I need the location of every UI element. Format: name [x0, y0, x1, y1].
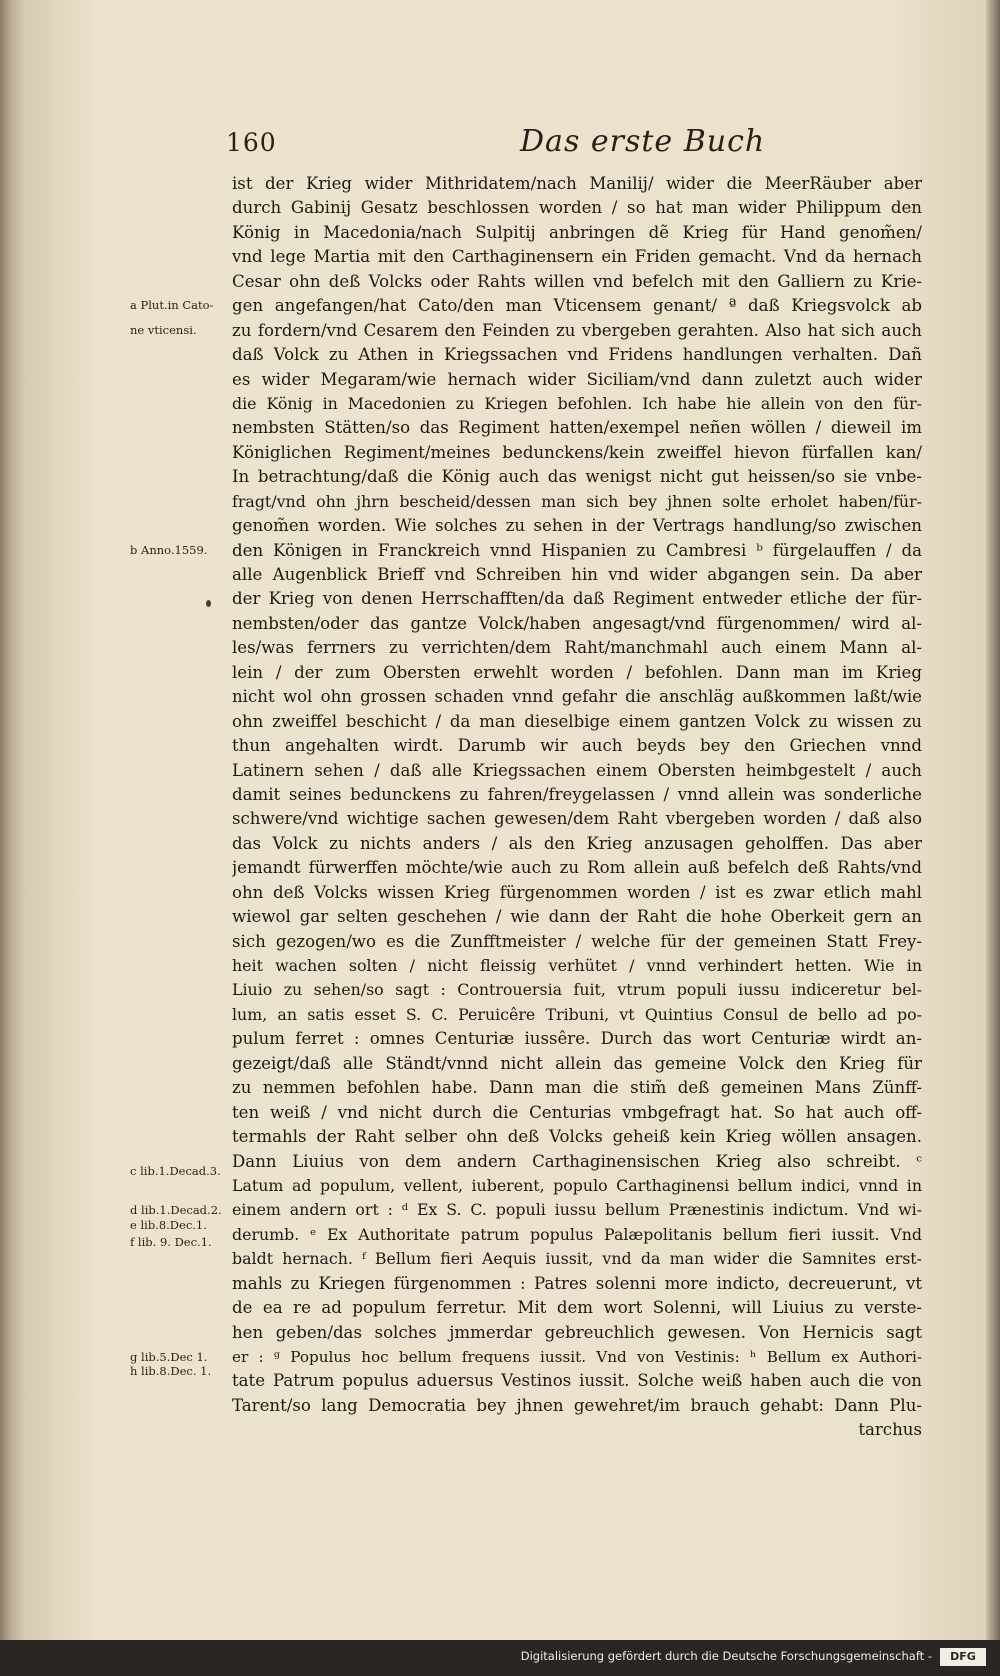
text-line: tarchus	[858, 1420, 922, 1440]
text-line: sich gezogen/wo es die Zunfftmeister / welche für der gemeinen Statt Frey-	[232, 931, 922, 951]
text-line: baldt hernach. ᶠ Bellum fieri Aequis iussit, vnd da man wider die Samnites erst-	[232, 1249, 922, 1269]
dfg-logo: DFG	[940, 1648, 986, 1666]
text-line: gezeigt/daß alle Ständt/vnnd nicht allein das gemeine Volck den Krieg für	[232, 1053, 922, 1073]
text-line: thun angehalten wirdt. Darumb wir auch beyds bey den Griechen vnnd	[232, 736, 922, 756]
text-line: nembsten/oder das gantze Volck/haben angesagt/vnd fürgenommen/ wird al-	[232, 613, 922, 633]
margin-note: c lib.1.Decad.3.	[130, 1163, 221, 1178]
text-line: termahls der Raht selber ohn deß Volcks geheiß kein Krieg wöllen ansagen.	[232, 1127, 922, 1147]
margin-note: a Plut.in Cato-	[130, 298, 214, 313]
text-line: jemandt fürwerffen möchte/wie auch zu Rom allein auß befelch deß Rahts/vnd	[232, 858, 922, 878]
text-line: de ea re ad populum ferretur. Mit dem wort Solenni, will Liuius zu verste-	[232, 1298, 922, 1318]
text-line: Latinern sehen / daß alle Kriegssachen einem Obersten heimbgestelt / auch	[232, 760, 922, 780]
text-line: Tarent/so lang Democratia bey jhnen gewehret/im brauch gehabt: Dann Plu-	[232, 1395, 922, 1415]
text-line: gen angefangen/hat Cato/den man Vticensem genant/ ª daß Kriegsvolck ab	[232, 296, 922, 316]
margin-note: ne vticensi.	[130, 322, 197, 337]
body-text	[232, 172, 922, 1443]
text-line: alle Augenblick Brieff vnd Schreiben hin vnd wider abgangen sein. Da aber	[232, 565, 922, 584]
text-line: ist der Krieg wider Mithridatem/nach Manilij/ wider die MeerRäuber aber	[232, 174, 922, 193]
text-line: Cesar ohn deß Volcks oder Rahts willen vnd befelch mit den Galliern zu Krie-	[232, 271, 922, 291]
text-line: zu fordern/vnd Cesarem den Feinden zu vbergeben gerahten. Also hat sich auch	[232, 320, 922, 340]
text-line: nicht wol ohn grossen schaden vnnd gefahr die anschläg außkommen laßt/wie	[232, 687, 922, 707]
text-line: lein / der zum Obersten erwehlt worden / befohlen. Dann man im Krieg	[232, 662, 922, 682]
margin-note: e lib.8.Dec.1.	[130, 1217, 207, 1232]
text-line: die König in Macedonien zu Kriegen befohlen. Ich habe hie allein von den für-	[232, 393, 922, 413]
margin-note: d lib.1.Decad.2.	[130, 1202, 222, 1217]
running-head: Das erste Buch	[520, 124, 766, 159]
text-line: hen geben/das solches jmmerdar gebreuchlich gewesen. Von Hernicis sagt	[232, 1322, 922, 1342]
text-line: pulum ferret : omnes Centuriæ iussêre. Durch das wort Centuriæ wirdt an-	[232, 1029, 922, 1049]
text-line: es wider Megaram/wie hernach wider Siciliam/vnd dann zuletzt auch wider	[232, 369, 922, 389]
text-line: damit seines bedunckens zu fahren/freygelassen / vnnd allein was sonderliche	[232, 784, 922, 804]
margin-note: b Anno.1559.	[130, 542, 208, 557]
text-line: nembsten Stätten/so das Regiment hatten/exempel neñen wöllen / dieweil im	[232, 418, 922, 438]
text-line: König in Macedonia/nach Sulpitij anbringen dẽ Krieg für Hand genom̃en/	[232, 222, 922, 242]
text-line: Königlichen Regiment/meines bedunckens/kein zweiffel hievon fürfallen kan/	[232, 442, 922, 462]
margin-note: g lib.5.Dec 1.	[130, 1349, 208, 1364]
text-line: fragt/vnd ohn jhrn bescheid/dessen man sich bey jhnen solte erholet haben/für-	[232, 491, 922, 511]
text-line: einem andern ort : ᵈ Ex S. C. populi iussu bellum Prænestinis indictum. Vnd wi-	[232, 1200, 922, 1220]
text-line: derumb. ᵉ Ex Authoritate patrum populus Palæpolitanis bellum fieri iussit. Vnd	[232, 1224, 922, 1244]
text-line: Liuio zu sehen/so sagt : Controuersia fuit, vtrum populi iussu indiceretur bel-	[232, 980, 922, 1000]
text-line: vnd lege Martia mit den Carthaginensern ein Friden gemacht. Vnd da hernach	[232, 247, 922, 267]
text-line: ohn deß Volcks wissen Krieg fürgenommen worden / ist es zwar etlich mahl	[232, 882, 922, 902]
page-number: 160	[226, 128, 277, 157]
book-page-edge-right	[986, 0, 1000, 1640]
text-line: zu nemmen befohlen habe. Dann man die stim̃ deß gemeinen Mans Zünff-	[232, 1078, 922, 1098]
text-line: tate Patrum populus aduersus Vestinos iussit. Solche weiß haben auch die von	[232, 1371, 922, 1391]
text-line: ohn zweiffel beschicht / da man dieselbige einem gantzen Volck zu wissen zu	[232, 711, 922, 731]
ink-speck	[206, 600, 211, 607]
text-line: den Königen in Franckreich vnnd Hispanien zu Cambresi ᵇ fürgelauffen / da	[232, 540, 922, 560]
text-line: das Volck zu nichts anders / als den Krieg anzusagen geholffen. Das aber	[232, 833, 922, 853]
text-line: les/was ferrners zu verrichten/dem Raht/manchmahl auch einem Mann al-	[232, 638, 922, 658]
text-line: schwere/vnd wichtige sachen gewesen/dem Raht vbergeben worden / daß also	[232, 809, 922, 829]
text-line: ten weiß / vnd nicht durch die Centurias vmbgefragt hat. So hat auch off-	[232, 1102, 922, 1122]
footer-credit: Digitalisierung gefördert durch die Deutsche Forschungsgemeinschaft -	[520, 1649, 932, 1663]
margin-note: h lib.8.Dec. 1.	[130, 1364, 212, 1379]
footer-bar	[0, 1640, 1000, 1676]
text-line: In betrachtung/daß die König auch das wenigst nicht gut heissen/so sie vnbe-	[232, 467, 922, 487]
text-line: genom̃en worden. Wie solches zu sehen in der Vertrags handlung/so zwischen	[232, 516, 922, 536]
text-line: lum, an satis esset S. C. Peruicêre Tribuni, vt Quintius Consul de bello ad po-	[232, 1004, 922, 1024]
text-line: heit wachen solten / nicht fleissig verhütet / vnnd verhindert hetten. Wie in	[232, 956, 922, 975]
text-line: Latum ad populum, vellent, iuberent, populo Carthaginensi bellum indici, vnnd in	[232, 1175, 922, 1195]
text-line: der Krieg von denen Herrschafften/da daß Regiment entweder etliche der für-	[232, 589, 922, 609]
text-line: er : ᵍ Populus hoc bellum frequens iussit. Vnd von Vestinis: ʰ Bellum ex Authori-	[232, 1348, 922, 1366]
text-line: mahls zu Kriegen fürgenommen : Patres solenni more indicto, decreuerunt, vt	[232, 1273, 922, 1293]
book-page-edge-left	[0, 0, 26, 1640]
text-line: wiewol gar selten geschehen / wie dann der Raht die hohe Oberkeit gern an	[232, 907, 922, 927]
text-line: daß Volck zu Athen in Kriegssachen vnd Fridens handlungen verhalten. Dañ	[232, 345, 922, 365]
text-line: durch Gabinij Gesatz beschlossen worden / so hat man wider Philippum den	[232, 198, 922, 218]
margin-note: f lib. 9. Dec.1.	[130, 1234, 212, 1249]
text-line: Dann Liuius von dem andern Carthaginensischen Krieg also schreibt. ᶜ	[232, 1151, 922, 1171]
